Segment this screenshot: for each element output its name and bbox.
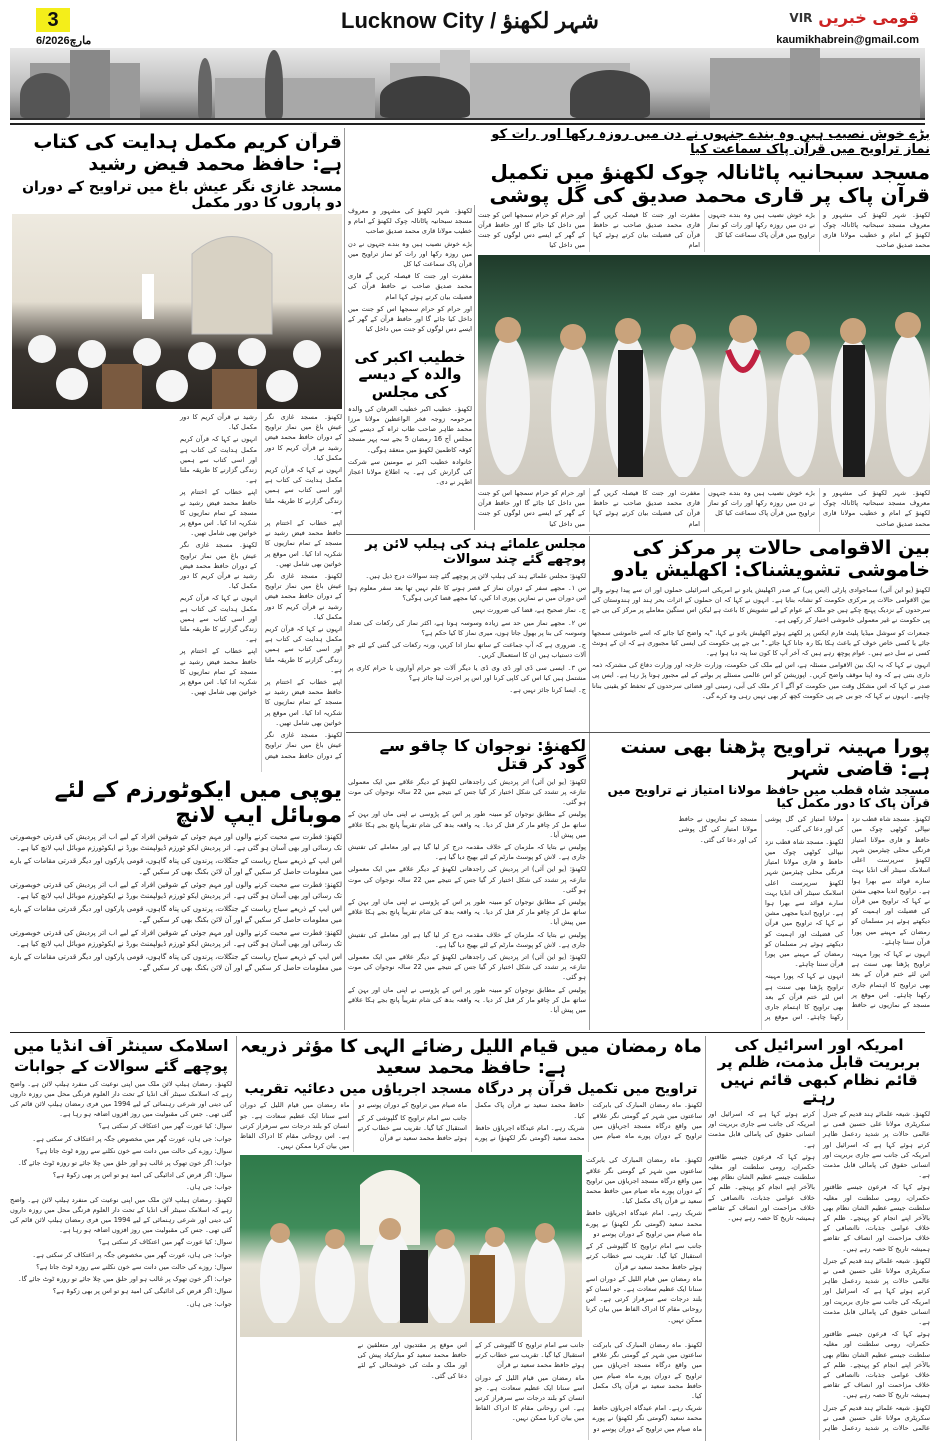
murder-article	[348, 737, 586, 1030]
saeed-photo-row	[240, 1155, 702, 1337]
paragraph: لکھنؤ۔ ماہ رمضان المبارک کی بابرکت ساعتوں میں شہر کے گومتی نگر علاقے میں واقع درگاہ مسجد اجریاؤں میں تراویح کے دوران پورے ماہ صیام میں حافظ محمد سعید نے قرآن پاک مکمل کیا۔	[586, 1156, 702, 1206]
paragraph: جواب: جی ہاں، عورت گھر میں مخصوص جگہ پر اعتکاف کر سکتی ہے۔	[32, 1250, 232, 1259]
logo-text: قومی خبریں	[818, 8, 919, 27]
paragraph: اپنے خطاب کے اختتام پر حافظ محمد فیض رشید نے مسجد کے تمام نمازیوں کا شکریہ ادا کیا۔ اس موقع پر خواتین بھی شامل تھیں۔	[265, 678, 342, 727]
faiz-article	[10, 132, 342, 772]
ecotourism-headline: یوپی میں ایکوٹورزم کے لئے موبائل ایپ لانچ	[54, 778, 342, 829]
ecotourism-article	[10, 778, 342, 1030]
khateeb-headline: خطیب اکبر کی والدہ کے دیسے کی مجلس	[354, 348, 466, 401]
paragraph: لکھنؤ: فطرت سے محبت کرنے والوں اور مہم جوئی کے شوقین افراد کے لیے اب اتر پردیش کی قدرتی خوبصورتی تک رسائی اور بھی آسان ہو گئی ہے۔ اتر پردیش ایکو ٹورزم ڈیولپمنٹ بورڈ نے ایکوٹورزم موبائل ایپ لانچ کیا ہے۔	[10, 832, 342, 852]
paragraph: انہوں نے کہا کہ قرآن کریم مکمل ہدایت کی کتاب ہے اور اسی کتاب سے ہمیں زندگی گزارنے کا طریقہ ملتا ہے۔	[265, 625, 342, 674]
america-article	[708, 1037, 930, 1440]
paragraph: لکھنؤ۔ شیعہ علمائے ہند قدیم کے جنرل سکریٹری مولانا علی حسین قمی نے عالمی حالات پر شدید ردعمل ظاہر کرتے ہوئے کہا ہے کہ اسرائیل اور امریکہ کی جانب سے جاری بربریت اور انسانی حقوق کی پامالی قابل مذمت ہے۔	[823, 1256, 930, 1327]
paragraph: ہوئے کہا کہ فرعون جیسے طاقتور حکمران، رومی سلطنت اور مغلیہ سلطنت جیسے عظیم الشان نظام بھی بالآخر اپنے انجام کو پہنچے۔ ظلم کے خلاف عوامی جذبات، ناانصافی کے خلاف مزاحمت اور انصاف کے تقاضے ہمیشہ تاریخ کا حصہ رہے ہیں۔	[823, 1183, 930, 1253]
saeed-article	[240, 1037, 702, 1440]
men-at-mosque-figures	[240, 1155, 582, 1323]
paragraph: انہوں نے کہا کہ قرآن کریم مکمل ہدایت کی کتاب ہے اور اسی کتاب سے ہمیں زندگی گزارنے کا طریقہ ملتا ہے۔	[180, 435, 257, 485]
paragraph: جواب: جی ہاں۔	[185, 1183, 232, 1192]
helpline-body	[348, 571, 586, 729]
paragraph: لکھنؤ۔ رمضان ہیلپ لائن ملک میں اپنی نوعیت کی منفرد ہیلپ لائن ہے۔ واضح رہے کہ اسلامک سینٹر آف انڈیا کے تحت دار العلوم فرنگی محل میں روزہ داروں کی دینی اور شرعی رہنمائی کے لیے 1994 میں فری رمضان ہیلپ لائن قائم کی گئی تھی۔ جس کی مقبولیت میں روز افزوں اضافہ ہو رہا ہے۔	[10, 1079, 232, 1119]
saeed-headline: ماہ رمضان میں قیام اللیل رضائے الٰہی کا مؤثر ذریعہ ہے: حافظ محمد سعید	[240, 1037, 702, 1078]
paragraph: لکھنؤ: فطرت سے محبت کرنے والوں اور مہم جوئی کے شوقین افراد کے لیے اب اتر پردیش کی قدرتی خوبصورتی تک رسائی اور بھی آسان ہو گئی ہے۔ اتر پردیش ایکو ٹورزم ڈیولپمنٹ بورڈ نے ایکوٹورزم موبائل ایپ لانچ کیا ہے۔	[10, 928, 342, 948]
paragraph: ج۔ ضروری ہے کہ آپ جماعت کے ساتھ نماز ادا کریں، ورنہ رکعات کی گنتی کے لئے جو آلات دستیاب ہیں ان کا استعمال کریں۔	[348, 641, 586, 660]
paragraph: شریک رہے۔ امام عیدگاہ اجریاؤں حافظ محمد سعید (گومتی نگر لکھنؤ) نے پورے ماہ صیام میں تراویح کے دوران پوسے دو	[586, 1209, 702, 1238]
paragraph: جواب: اگر خون تھوک پر غالب ہو اور حلق میں چلا جائے تو روزہ ٹوٹ جائے گا۔	[17, 1275, 232, 1284]
paragraph: اس ایپ کے ذریعے سیاح ریاست کے جنگلات، پرندوں کی پناہ گاہوں، قومی پارکوں اور دیگر قدرتی مقامات کے بارے میں معلومات حاصل کر سکیں گے اور آن لائن بکنگ بھی کر سکیں گے۔	[10, 952, 342, 972]
khateeb-body	[348, 404, 472, 530]
paragraph: انہوں نے کہا کہ یہ ایک بین الاقوامی مسئلہ ہے، اس لیے ملک کی حکومت، وزارت خارجہ اور وزارت دفاع کی مشترکہ ذمہ داری بنتی ہے کہ وہ اپنا موقف واضح کریں۔ اپوزیشن کو اس عالمی مسئلے پر بولنے کے لیے مجبور ہونا پڑ رہا ہے۔ ایس پی صدر نے کہا کہ اس مشکل وقت میں حکومت کو آگے آ کر ملک کی آبی، زمینی اور فضائی سرحدوں کے تحفظ کو یقینی بنانا چاہیے۔ انہوں نے کہا کہ جو بی جے پی حکومت کچھ کر بھی نہیں رہی وہ کرے گی۔	[592, 661, 930, 700]
masjid-ghazi-nagar-photo	[12, 214, 342, 409]
paragraph: اس ایپ کے ذریعے سیاح ریاست کے جنگلات، پرندوں کی پناہ گاہوں، قومی پارکوں اور دیگر قدرتی مقامات کے بارے میں معلومات حاصل کر سکیں گے اور آن لائن بکنگ بھی کر سکیں گے۔	[10, 856, 342, 876]
saeed-side-column	[586, 1155, 702, 1337]
subhania-headline: مسجد سبحانیہ پاٹانالہ چوک لکھنؤ میں تکمیل قرآن پاک پر قاری محمد صدیق کی گل پوشی	[489, 159, 930, 207]
paragraph: لکھنؤ۔ مسجد غازی نگر عیش باغ میں نماز تراویح کے دوران حافظ محمد فیض رشید نے قرآن کریم کا دور مکمل کیا۔	[265, 572, 342, 621]
newspaper-logo	[789, 8, 919, 27]
saeed-body-continued	[240, 1340, 702, 1440]
paragraph: انہوں نے کہا کہ پورا مہینہ تراویح پڑھنا بھی سنت ہے اس لئے ختم قرآن کے بعد بھی تراویح کا اہتمام جاری رکھنا چاہئے۔ اس موقع پر مسجد کے نمازیوں نے حافظ مولانا امتیاز کی گل پوشی کی اور دعا کی گئی۔	[765, 815, 930, 1009]
murder-headline: لکھنؤ: نوجوان کا چاقو سے گود کر قتل	[379, 737, 586, 774]
qazi-body	[592, 814, 930, 1030]
paragraph: پولیس نے بتایا کہ ملزمان کے خلاف مقدمہ درج کر لیا گیا ہے اور معاملے کی تفتیش جاری ہے۔ لاش کو پوسٹ مارٹم کے لئے بھیج دیا گیا ہے۔	[348, 843, 586, 862]
column-divider	[589, 536, 590, 1030]
group-of-men-figures	[478, 255, 930, 477]
islamic-center-body	[10, 1079, 232, 1440]
paragraph: ج۔ ایسا کرنا جائز نہیں ہے۔	[509, 685, 586, 694]
paragraph: لکھنؤ۔ شیعہ علمائے ہند قدیم کے جنرل سکریٹری مولانا علی حسین قمی نے عالمی حالات پر شدید ردعمل ظاہر کرتے ہوئے کہا ہے کہ اسرائیل اور امریکہ کی جانب سے جاری بربریت اور انسانی حقوق کی پامالی قابل مذمت ہے۔	[823, 1110, 930, 1180]
paragraph: لکھنؤ۔ خطیب اکبر خطیب العرفان کی والدہ مرحومہ زوجہ فخر الواعظین مولانا مرزا محمد طاہر صاحب طاب ثراہ کے دیسے کی مجلس آج 16 رمضان 5 بجے سہ پہر مسجد کوفہ کاظمین لکھنؤ میں منعقد ہوگی۔	[348, 404, 472, 454]
paragraph: لکھنؤ۔ رمضان ہیلپ لائن ملک میں اپنی نوعیت کی منفرد ہیلپ لائن ہے۔ واضح رہے کہ اسلامک سینٹر آف انڈیا کے تحت دار العلوم فرنگی محل میں روزہ داروں کی دینی اور شرعی رہنمائی کے لیے 1994 میں فری رمضان ہیلپ لائن قائم کی گئی تھی۔ جس کی مقبولیت میں روز افزوں اضافہ ہو رہا ہے۔	[10, 1195, 232, 1235]
paragraph: لکھنؤ۔ مسجد غازی نگر عیش باغ میں نماز تراویح کے دوران حافظ محمد فیض رشید نے قرآن کریم کا دور مکمل کیا۔	[265, 413, 342, 462]
section-divider	[346, 534, 930, 535]
paragraph: پولیس کے مطابق نوجوان کو مبینہ طور پر اس کے پڑوسی نے اپنی ماں اور بہن کے ساتھ مل کر چاقو مار کر قتل کر دیا۔ یہ واقعہ بدھ کی شام تقریباً پانچ بجے ہکا علاقے میں پیش آیا۔	[348, 985, 586, 1015]
page-title: Lucknow City / شہر لکھنؤ	[341, 8, 599, 33]
paragraph: مغفرت اور جنت کا فیصلہ کریں گے قاری محمد صدیق صاحب نے حافظ قرآن کی فضیلت بیان کرتے ہوئے کہا امام	[348, 272, 472, 301]
murder-body	[348, 777, 586, 1030]
islamic-center-headline: اسلامک سینٹر آف انڈیا میں	[13, 1037, 229, 1055]
column-divider	[705, 1036, 706, 1441]
paragraph: پولیس نے بتایا کہ ملزمان کے خلاف مقدمہ درج کر لیا گیا ہے اور معاملے کی تفتیش جاری ہے۔ لاش کو پوسٹ مارٹم کے لئے بھیج دیا گیا ہے۔	[348, 930, 586, 949]
helpline-article	[348, 538, 586, 729]
column-divider	[236, 1036, 237, 1441]
ecotourism-body	[10, 832, 342, 1030]
header-divider	[10, 123, 925, 125]
paragraph: مغفرت اور جنت کا فیصلہ کریں گے قاری محمد صدیق صاحب نے حافظ قرآن کی فضیلت بیان کرتے ہوئے کہا امام	[593, 210, 700, 250]
paragraph: بڑے خوش نصیب ہیں وہ بندے جنہوں نے دن میں روزہ رکھا اور رات کو نماز تراویح میں قرآن پاک سماعت کیا کل	[348, 239, 472, 269]
paragraph: جواب: جی ہاں، عورت گھر میں مخصوص جگہ پر اعتکاف کر سکتی ہے۔	[32, 1134, 232, 1143]
paragraph: ماہ رمضان میں قیام اللیل کے دوران اسے سنانا ایک عظیم سعادت ہے۔ جو انسان کو بلند درجات سے سرفراز کرتی ہے۔ اس روحانی مقام کا ادراک الفاظ میں بیان کرنا ممکن نہیں۔	[240, 1101, 350, 1151]
america-body	[708, 1109, 930, 1440]
paragraph: اپنے خطاب کے اختتام پر حافظ محمد فیض رشید نے مسجد کے تمام نمازیوں کا شکریہ ادا کیا۔ اس موقع پر خواتین بھی شامل تھیں۔	[180, 647, 257, 697]
paragraph: پولیس کے مطابق نوجوان کو مبینہ طور پر اس کے پڑوسی نے اپنی ماں اور بہن کے ساتھ مل کر چاقو مار کر قتل کر دیا۔ یہ واقعہ بدھ کی شام تقریباً پانچ بجے ہکا علاقے میں پیش آیا۔	[348, 898, 586, 927]
paragraph: لکھنؤ: (یو این آئی) اتر پردیش کی راجدھانی لکھنؤ کے دیگر علاقے میں ایک معمولی تنازعہ پر تشدد کی شکل اختیار کر گیا جس کے نتیجے میں 22 سالہ نوجوان کی موت ہو گئی۔	[348, 865, 586, 894]
mosque-interior-crowd	[12, 214, 342, 409]
qazi-article	[592, 737, 930, 1030]
paragraph: شریک رہے۔ امام عیدگاہ اجریاؤں حافظ محمد سعید (گومتی نگر لکھنؤ) نے پورے ماہ صیام میں تراویح کے دوران پوسے دو	[592, 1404, 702, 1433]
paragraph: لکھنؤ۔ شہر لکھنؤ کی مشہور و معروف مسجد سبحانیہ پاٹانالہ چوک لکھنؤ کے امام و خطیب مولانا قاری محمد صدیق صاحب	[823, 489, 930, 528]
qazi-headline: پورا مہینہ تراویح پڑھنا بھی سنت ہے: قاضی شہر	[620, 737, 930, 780]
paragraph: ماہ رمضان میں قیام اللیل کے دوران اسے سنانا ایک عظیم سعادت ہے۔ جو انسان کو بلند درجات سے سرفراز کرتی ہے۔ اس روحانی مقام کا ادراک الفاظ میں بیان کرنا ممکن نہیں۔	[586, 1274, 702, 1324]
faiz-headline: قرآن کریم مکمل ہدایت کی کتاب ہے: حافظ محمد فیض رشید	[33, 132, 342, 175]
subhania-side-column	[348, 206, 472, 346]
subhania-group-photo	[478, 255, 930, 485]
paragraph: ہوئے کہا کہ فرعون جیسے طاقتور حکمران، رومی سلطنت اور مغلیہ سلطنت جیسے عظیم الشان نظام بھی بالآخر اپنے انجام کو پہنچے۔ ظلم کے خلاف عوامی جذبات، ناانصافی کے خلاف مزاحمت اور انصاف کے تقاضے ہمیشہ تاریخ کا حصہ رہے ہیں۔	[823, 1330, 930, 1400]
paragraph: لکھنؤ (یو این آئی) سماجوادی پارٹی (ایس پی) کے صدر اکھلیش یادو نے امریکی اسرائیلی حملوں اور ان سے پیدا ہونے والے بین الاقوامی حالات پر مرکزی حکومت کو نشانہ بنایا ہے۔ انہوں نے کہا کہ ان حملوں کے اثرات بحر ہند اور ہندوستان کی سرحدوں کے نزدیک پہنچ چکے ہیں جو ملک کے عوام کے لیے تشویش کا باعث ہے لیکن اس سنگین معاملے پر مرکز کی بی جے پی حکومت نے غیر معمولی خاموشی اختیار کر رکھی ہے۔	[592, 585, 930, 625]
paragraph: سوال: اگر قرض کی ادائیگی کی امید ہو تو اس پر بھی زکوۃ ہے؟	[52, 1171, 232, 1180]
paragraph: اور حرام کو حرام سمجھا اس کو جنت میں داخل کیا جائے گا اور حافظ قرآن کے گھر کے ایسے دس لوگوں کو جنت میں داخل کیا	[478, 489, 585, 528]
paragraph: لکھنؤ۔ شیعہ علمائے ہند قدیم کے جنرل سکریٹری مولانا علی حسین قمی نے عالمی حالات پر شدید ردعمل ظاہر کرتے ہوئے کہا ہے کہ اسرائیل اور امریکہ کی جانب سے جاری بربریت اور انسانی حقوق کی پامالی قابل مذمت ہے۔	[708, 1110, 930, 1433]
paragraph: بڑے خوش نصیب ہیں وہ بندے جنہوں نے دن میں روزہ رکھا اور رات کو نماز تراویح میں قرآن پاک سماعت کیا کل	[708, 210, 815, 240]
paragraph: خانوادہ خطیب اکبر نے مومنین سے شرکت کی گزارش کی ہے۔ یہ اطلاع مولانا اعجاز اطہر نے دی۔	[348, 457, 472, 487]
paragraph: س ۲۔ مجھے نماز میں حد سے زیادہ وسوسہ ہوتا ہے، اکثر نماز کی رکعات کی تعداد وسوسہ کی بنا پر بھول جاتا ہوں، میری نماز کا کیا حکم ہے؟	[348, 618, 586, 637]
paragraph: انہوں نے کہا کہ پورا مہینہ تراویح پڑھنا بھی سنت ہے اس لئے ختم قرآن کے بعد بھی تراویح کا اہتمام جاری رکھنا چاہئے۔ اس موقع پر مسجد کے نمازیوں نے حافظ مولانا امتیاز کی گل پوشی کی اور دعا کی گئی۔	[678, 815, 844, 1022]
paragraph: لکھنؤ: فطرت سے محبت کرنے والوں اور مہم جوئی کے شوقین افراد کے لیے اب اتر پردیش کی قدرتی خوبصورتی تک رسائی اور بھی آسان ہو گئی ہے۔ اتر پردیش ایکو ٹورزم ڈیولپمنٹ بورڈ نے ایکوٹورزم موبائل ایپ لانچ کیا ہے۔	[10, 880, 342, 900]
paragraph: لکھنؤ: (یو این آئی) اتر پردیش کی راجدھانی لکھنؤ کے دیگر علاقے میں ایک معمولی تنازعہ پر تشدد کی شکل اختیار کر گیا جس کے نتیجے میں 22 سالہ نوجوان کی موت ہو گئی۔	[348, 777, 586, 807]
paragraph: ہوئے کہا کہ فرعون جیسے طاقتور حکمران، رومی سلطنت اور مغلیہ سلطنت جیسے عظیم الشان نظام بھی بالآخر اپنے انجام کو پہنچے۔ ظلم کے خلاف عوامی جذبات، ناانصافی کے خلاف مزاحمت اور انصاف کے تقاضے ہمیشہ تاریخ کا حصہ رہے ہیں۔	[708, 1152, 815, 1223]
issue-date: 6/مارچ2026	[36, 35, 92, 47]
column-divider	[474, 205, 475, 530]
paragraph: انہوں نے کہا کہ قرآن کریم مکمل ہدایت کی کتاب ہے اور اسی کتاب سے ہمیں زندگی گزارنے کا طریقہ ملتا ہے۔	[265, 466, 342, 515]
saeed-body	[240, 1100, 702, 1152]
dargah-masjid-photo	[240, 1155, 582, 1337]
paragraph: لکھنؤ: مجلس علمائے ہند کی ہیلپ لائن پر پوچھے گئے چند سوالات درج ذیل ہیں۔	[365, 571, 586, 580]
paragraph: بڑے خوش نصیب ہیں وہ بندے جنہوں نے دن میں روزہ رکھا اور رات کو نماز تراویح میں قرآن پاک سماعت کیا کل	[708, 489, 815, 518]
paragraph: جواب: جی ہاں۔	[185, 1299, 232, 1308]
paragraph: جانب سے امام تراویح کا گلپوشی کر کے استقبال کیا گیا۔ تقریب سے خطاب کرتے ہوئے حافظ محمد سعید نے قرآن	[357, 1113, 467, 1143]
paragraph: اور حرام کو حرام سمجھا اس کو جنت میں داخل کیا جائے گا اور حافظ قرآن کے گھر کے ایسے دس لوگوں کو جنت میں داخل کیا	[478, 210, 585, 250]
akhilesh-headline: بین الاقوامی حالات پر مرکز کی خاموشی تشویشناک: اکھلیش یادو	[612, 538, 930, 581]
paragraph: لکھنؤ۔ مسجد شاہ قطب نزد نیپالی کوٹھی چوک میں حافظ و قاری مولانا امتیاز فرنگی محلی چیئرمین شہر لکھنؤ سرپرست اعلی اسلامک سینٹر آف انڈیا بہت سارے فوائد سے بھرا ہوا ہے۔ تراویح اندیا مجھی مشن نے کہا کہ تراویح میں قرآن کی فضیلت اور اہمیت کو دیکھتے ہوئے ہر مسلمان کو رمضان کے مہینے میں پورا قرآن سننا چاہئے۔	[765, 837, 844, 969]
paragraph: سوال: کیا عورت گھر میں اعتکاف کر سکتی ہے؟	[98, 1238, 232, 1247]
paragraph: لکھنؤ۔ ماہ رمضان المبارک کی بابرکت ساعتوں میں شہر کے گومتی نگر علاقے میں واقع درگاہ مسجد اجریاؤں میں تراویح کے دوران پورے ماہ صیام میں حافظ محمد سعید نے قرآن پاک مکمل کیا۔	[592, 1341, 702, 1401]
subhania-body	[478, 210, 930, 252]
section-divider	[346, 732, 930, 733]
page-number: 3	[36, 8, 70, 32]
akhilesh-article	[592, 538, 930, 729]
middle-top-column	[348, 206, 472, 530]
paragraph: جواب: اگر خون تھوک پر غالب ہو اور حلق میں چلا جائے تو روزہ ٹوٹ جائے گا۔	[17, 1159, 232, 1168]
subhania-kicker: بڑے خوش نصیب ہیں وہ بندے جنہوں نے دن میں روزہ رکھا اور رات کو نماز تراویح میں قرآن پاک سماعت کیا	[491, 128, 930, 157]
faiz-subheadline: مسجد غازی نگر عیش باغ میں تراویح کے دوران دو پاروں کا دور مکمل	[22, 178, 342, 211]
paragraph: انہوں نے کہا کہ قرآن کریم مکمل ہدایت کی کتاب ہے اور اسی کتاب سے ہمیں زندگی گزارنے کا طریقہ ملتا ہے۔	[180, 594, 257, 644]
america-headline: امریکہ اور اسرائیل کی بربریت قابل مذمت، ظلم پر قائم نظام کبھی قائم نہیں رہتے	[717, 1037, 921, 1106]
contact-email[interactable]: kaumikhabrein@gmail.com	[776, 34, 919, 46]
logo-mark-icon: VIR	[789, 10, 813, 25]
paragraph: مغفرت اور جنت کا فیصلہ کریں گے قاری محمد صدیق صاحب نے حافظ قرآن کی فضیلت بیان کرتے ہوئے کہا امام	[593, 489, 700, 528]
lucknow-monuments-banner	[10, 48, 925, 120]
paragraph: لکھنؤ۔ مسجد غازی نگر عیش باغ میں نماز تراویح کے دوران حافظ محمد فیض رشید نے قرآن کریم کا دور مکمل کیا۔	[180, 541, 257, 591]
paragraph: اپنے خطاب کے اختتام پر حافظ محمد فیض رشید نے مسجد کے تمام نمازیوں کا شکریہ ادا کیا۔ اس موقع پر خواتین بھی شامل تھیں۔	[180, 488, 257, 538]
paragraph: لکھنؤ۔ مسجد شاہ قطب نزد نیپالی کوٹھی چوک میں حافظ و قاری مولانا امتیاز فرنگی محلی چیئرمین شہر لکھنؤ سرپرست اعلی اسلامک سینٹر آف انڈیا بہت سارے فوائد سے بھرا ہوا ہے۔ تراویح اندیا مجھی مشن نے کہا کہ تراویح میں قرآن کی فضیلت اور اہمیت کو دیکھتے ہوئے ہر مسلمان کو رمضان کے مہینے میں پورا قرآن سننا چاہئے۔	[851, 815, 930, 946]
subhania-body-continued	[478, 488, 930, 532]
paragraph: اس موقع پر مقتدیوں اور متعلقین نے حافظ محمد سعید کو مبارکباد پیش کی اور ملک و ملت کی خوشحالی کے لئے دعا کی گئی۔	[357, 1341, 467, 1380]
column-divider	[344, 128, 345, 1030]
paragraph: لکھنؤ۔ شہر لکھنؤ کی مشہور و معروف مسجد سبحانیہ پاٹانالہ چوک لکھنؤ کے امام و خطیب مولانا قاری محمد صدیق صاحب	[348, 207, 472, 236]
paragraph: لکھنؤ: (یو این آئی) اتر پردیش کی راجدھانی لکھنؤ کے دیگر علاقے میں ایک معمولی تنازعہ پر تشدد کی شکل اختیار کر گیا جس کے نتیجے میں 22 سالہ نوجوان کی موت ہو گئی۔	[348, 953, 586, 982]
paragraph: لکھنؤ۔ ماہ رمضان المبارک کی بابرکت ساعتوں میں شہر کے گومتی نگر علاقے میں واقع درگاہ مسجد اجریاؤں میں تراویح کے دوران پورے ماہ صیام میں حافظ محمد سعید نے قرآن پاک مکمل کیا۔	[475, 1101, 702, 1141]
paragraph: س ۳۔ ایسی سی ڈی اور ڈی وی ڈی یا دیگر آلات جو حرام آوازوں یا حرام کاری پر مشتمل ہیں کیا اس کی کاپی کرنا اور اس پر اجرت لینا جائز ہے؟	[348, 663, 586, 682]
paragraph: سوال: روزے کی حالت میں دانت سے خون نکلنے سے روزہ ٹوٹ جاتا ہے؟	[36, 1146, 232, 1155]
paragraph: اور حرام کو حرام سمجھا اس کو جنت میں داخل کیا جائے گا اور حافظ قرآن کے گھر کے ایسے دس لوگوں کو جنت میں داخل کیا	[348, 304, 472, 334]
akhilesh-body	[592, 585, 930, 729]
paragraph: جمعرات کو سوشل میڈیا پلیٹ فارم ایکس پر لکھتے ہوئے اکھلیش یادو نے کہا، "یہ واضح کیا جائے کہ اسے خاموشی سمجھا جائے یا کسی خاص خوف کے باعث ہکا بکا رہ جانا کہا جائے۔" بی جے پی حکومت کی ایسی کیا مجبوری ہے کہ ان کے ہونٹ کسی نے سل دیے ہیں۔ عوام پوچھ رہے ہیں کہ آخر آپ کا کون سا پتہ دبا ہوا ہے۔	[592, 628, 930, 657]
paragraph: س ۱۔ مجھے سفر کے دوران نماز کے قصر ہونے کا علم نہیں تھا بعد سفر معلوم ہوا اس دوران میں نے نمازیں پوری ادا کیں، کیا مجھے قضا کرنی ہوگی؟	[348, 584, 586, 603]
paragraph: جانب سے امام تراویح کا گلپوشی کر کے استقبال کیا گیا۔ تقریب سے خطاب کرتے ہوئے حافظ محمد سعید نے قرآن	[586, 1242, 702, 1271]
section-divider	[10, 1032, 925, 1033]
paragraph: لکھنؤ۔ مسجد غازی نگر عیش باغ میں نماز تراویح کے دوران حافظ محمد فیض رشید نے قرآن کریم کا دور مکمل کیا۔	[180, 413, 342, 760]
paragraph: پولیس کے مطابق نوجوان کو مبینہ طور پر اس کے پڑوسی نے اپنی ماں اور بہن کے ساتھ مل کر چاقو مار کر قتل کر دیا۔ یہ واقعہ بدھ کی شام تقریباً پانچ بجے ہکا علاقے میں پیش آیا۔	[348, 810, 586, 839]
helpline-headline: مجلس علمائے ہند کی ہیلپ لائن پر پوچھے گئے چند سوالات	[365, 538, 586, 567]
paragraph: اس ایپ کے ذریعے سیاح ریاست کے جنگلات، پرندوں کی پناہ گاہوں، قومی پارکوں اور دیگر قدرتی مقامات کے بارے میں معلومات حاصل کر سکیں گے اور آن لائن بکنگ بھی کر سکیں گے۔	[10, 904, 342, 924]
paragraph: ج۔ نماز صحیح ہے، قضا کی ضرورت نہیں	[472, 606, 586, 615]
paragraph: ماہ رمضان میں قیام اللیل کے دوران اسے سنانا ایک عظیم سعادت ہے۔ جو انسان کو بلند درجات سے سرفراز کرتی ہے۔ اس روحانی مقام کا ادراک الفاظ میں بیان کرنا ممکن نہیں۔	[475, 1373, 585, 1423]
subhania-article	[478, 128, 930, 532]
islamic-center-subheadline: پوچھے گئے سوالات کے جوابات	[14, 1057, 228, 1076]
paragraph: سوال: اگر قرض کی ادائیگی کی امید ہو تو اس پر بھی زکوۃ ہے؟	[52, 1287, 232, 1296]
islamic-center-article	[10, 1037, 232, 1440]
paragraph: لکھنؤ۔ شہر لکھنؤ کی مشہور و معروف مسجد سبحانیہ پاٹانالہ چوک لکھنؤ کے امام و خطیب مولانا قاری محمد صدیق صاحب	[823, 210, 930, 250]
qazi-subheadline: مسجد شاہ قطب میں حافظ مولانا امتیاز نے تراویح میں قرآن پاک کا دور مکمل کیا	[607, 782, 930, 811]
paragraph: شریک رہے۔ امام عیدگاہ اجریاؤں حافظ محمد سعید (گومتی نگر لکھنؤ) نے پورے ماہ صیام میں تراویح کے دوران پوسے دو	[358, 1101, 585, 1143]
saeed-subheadline: تراویح میں تکمیل قرآن پر درگاہ مسجد اجریاؤں میں دعائیہ تقریب	[244, 1081, 698, 1098]
paragraph: اپنے خطاب کے اختتام پر حافظ محمد فیض رشید نے مسجد کے تمام نمازیوں کا شکریہ ادا کیا۔ اس موقع پر خواتین بھی شامل تھیں۔	[265, 519, 342, 568]
paragraph: سوال: کیا عورت گھر میں اعتکاف کر سکتی ہے؟	[98, 1122, 232, 1131]
paragraph: سوال: روزے کی حالت میں دانت سے خون نکلنے سے روزہ ٹوٹ جاتا ہے؟	[36, 1262, 232, 1271]
faiz-body	[10, 412, 342, 772]
paragraph: جانب سے امام تراویح کا گلپوشی کر کے استقبال کیا گیا۔ تقریب سے خطاب کرتے ہوئے حافظ محمد سعید نے قرآن	[475, 1341, 585, 1370]
